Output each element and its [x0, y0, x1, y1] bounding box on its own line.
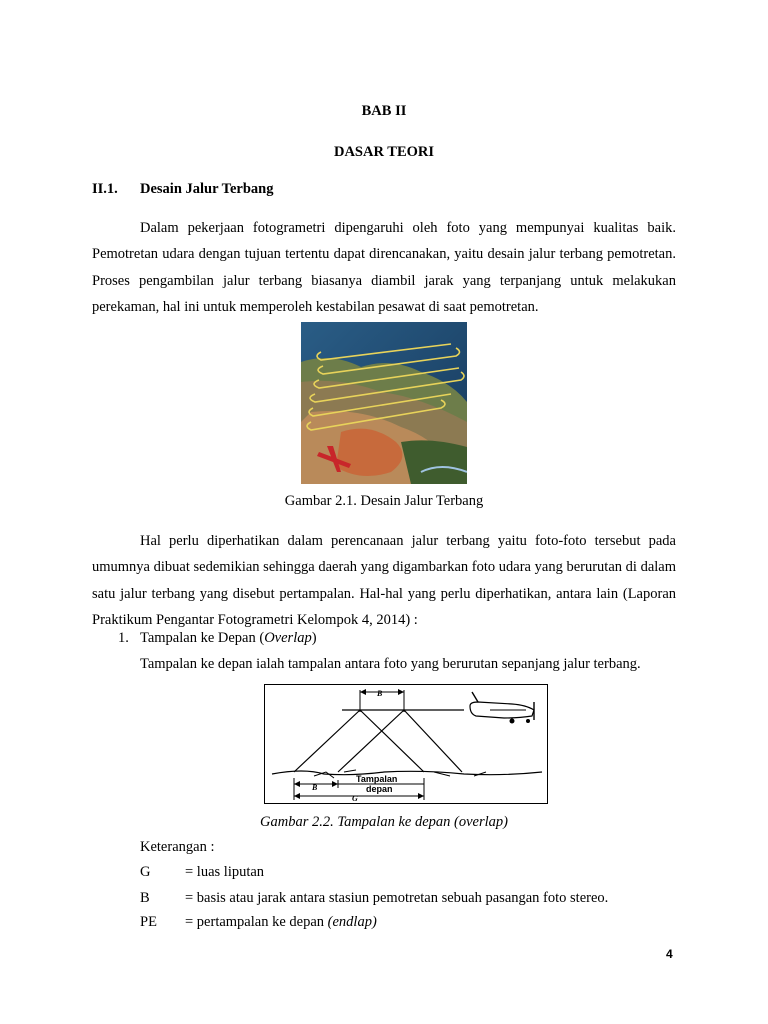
section-title: Desain Jalur Terbang [140, 181, 274, 197]
list-title-italic: Overlap [264, 630, 312, 646]
list-title-prefix: Tampalan ke Depan ( [140, 630, 265, 646]
page-number: 4 [666, 947, 673, 961]
legend-definition: = luas liputan [185, 864, 265, 880]
b-top-label: B [377, 689, 383, 698]
legend-title: Keterangan : [140, 839, 215, 855]
chapter-title: DASAR TEORI [333, 144, 435, 160]
list-description: Tampalan ke depan ialah tampalan antara foto yang berurutan sepanjang jalur terbang. [140, 656, 641, 672]
overlap-label-line2: depan [366, 784, 393, 794]
legend-definition-text: = pertampalan ke depan [185, 914, 328, 930]
figure1-caption: Gambar 2.1. Desain Jalur Terbang [284, 493, 484, 509]
list-number: 1. [118, 630, 129, 646]
legend-definition: = basis atau jarak antara stasiun pemotretan sebuah pasangan foto stereo. [185, 890, 609, 906]
overlap-label-line1: Tampalan [356, 774, 398, 784]
chapter-number: BAB II [361, 103, 407, 119]
legend-definition-italic: (endlap) [327, 914, 377, 930]
b-bottom-label: B [312, 783, 318, 792]
g-label: G [352, 794, 358, 803]
paragraph-intro: Dalam pekerjaan fotogrametri dipengaruhi oleh foto yang mempunyai kualitas baik. Pemotretan udara dengan tujuan tertentu dapat direncanakan, yaitu desain jalur terbang pemotretan. Proses pengambilan jalur terbang biasanya diambil jarak yang terpanjang untuk melakukan perekaman, hal ini untuk memperoleh kestabilan pesawat di saat pemotretan. [92, 220, 676, 315]
legend-definition-pe [185, 914, 377, 931]
figure2-caption: Gambar 2.2. Tampalan ke depan (overlap) [260, 814, 508, 830]
paragraph-overlap-intro: Hal perlu diperhatikan dalam perencanaan jalur terbang yaitu foto-foto tersebut pada umumnya dibuat sedemikian sehingga daerah yang digambarkan foto udara yang berurutan di dalam satu jalur terbang yang disebut pertampalan. Hal-hal yang perlu diperhatikan, antara lain (Laporan Praktikum Pengantar Fotogrametri Kelompok 4, 2014) : [92, 533, 676, 628]
legend-symbol: PE [140, 914, 157, 930]
legend-symbol: G [140, 864, 151, 880]
list-title [140, 630, 317, 647]
overlap-diagram [264, 684, 548, 804]
flight-path-photo [301, 322, 467, 484]
legend-symbol: B [140, 890, 150, 906]
section-number: II.1. [92, 181, 118, 197]
list-title-suffix: ) [311, 630, 317, 646]
